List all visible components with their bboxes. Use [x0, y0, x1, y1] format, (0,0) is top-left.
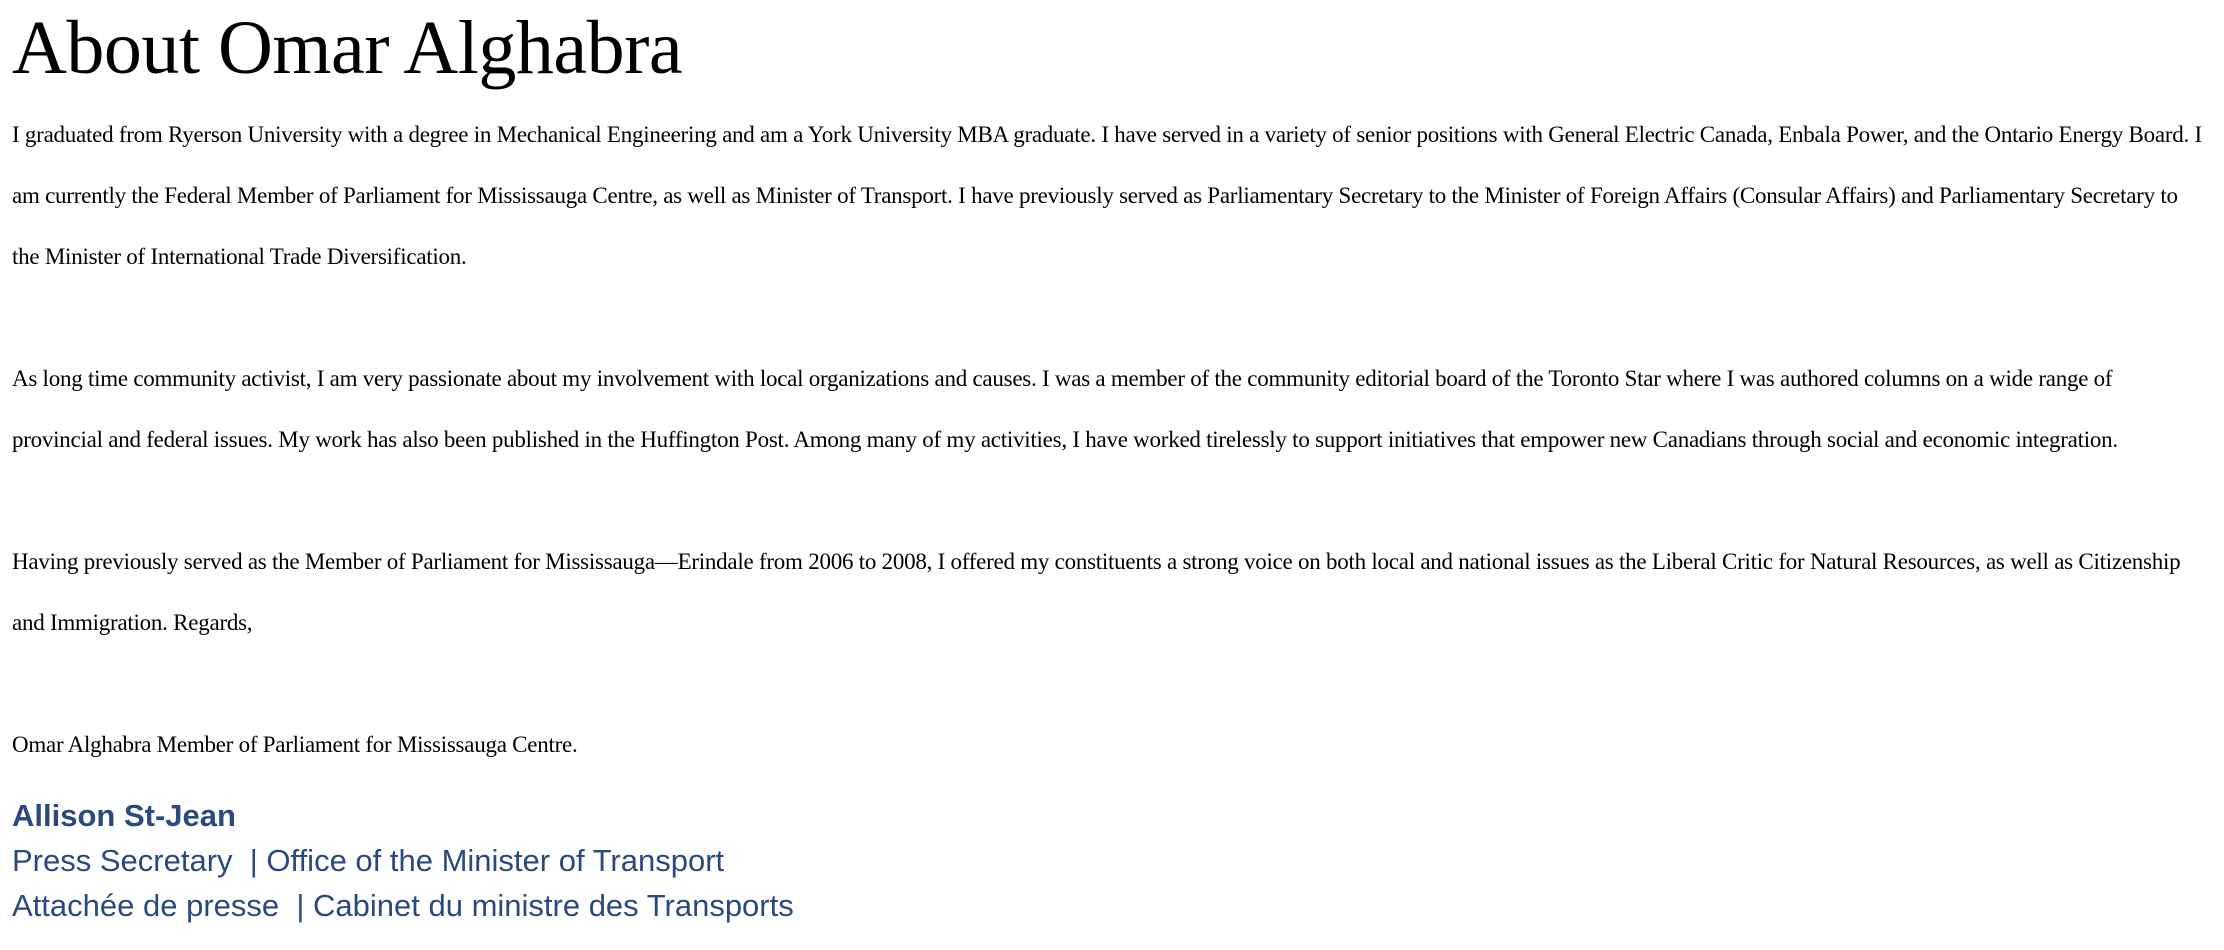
paragraph-spacer	[12, 653, 2204, 714]
paragraph-spacer	[12, 287, 2204, 348]
bio-paragraph-community: As long time community activist, I am very passionate about my involvement with local organizations and causes. I was a member of the community editorial board of the Toronto Star where I was authored columns on a wide range of provincial and federal issues. My work has also been published in the Huffington Post. Among many of my activities, I have worked tirelessly to support initiatives that empower new Canadians through social and economic integration.	[12, 366, 2118, 452]
signature-title-french: Attachée de presse | Cabinet du ministre des Transports	[12, 888, 794, 923]
page-title: About Omar Alghabra	[12, 6, 683, 90]
signature-name: Allison St-Jean	[12, 798, 236, 833]
paragraph-spacer	[12, 470, 2204, 531]
signature-title-english: Press Secretary | Office of the Minister of Transport	[12, 843, 725, 878]
bio-paragraph-education: I graduated from Ryerson University with a degree in Mechanical Engineering and am a York University MBA graduate. I have served in a variety of senior positions with General Electric Canada, Enbala Power, and the Ontario Energy Board. I am currently the Federal Member of Parliament for Mississauga Centre, as well as Minister of Transport. I have previously served as Parliamentary Secretary to the Minister of Foreign Affairs (Consular Affairs) and Parliamentary Secretary to the Minister of International Trade Diversification.	[12, 122, 2202, 269]
bio-closing-line: Omar Alghabra Member of Parliament for Mississauga Centre.	[12, 732, 578, 757]
email-signature	[12, 793, 2204, 928]
bio-paragraph-history: Having previously served as the Member of Parliament for Mississauga—Erindale from 2006 to 2008, I offered my constituents a strong voice on both local and national issues as the Liberal Critic for Natural Resources, as well as Citizenship and Immigration. Regards,	[12, 549, 2181, 635]
